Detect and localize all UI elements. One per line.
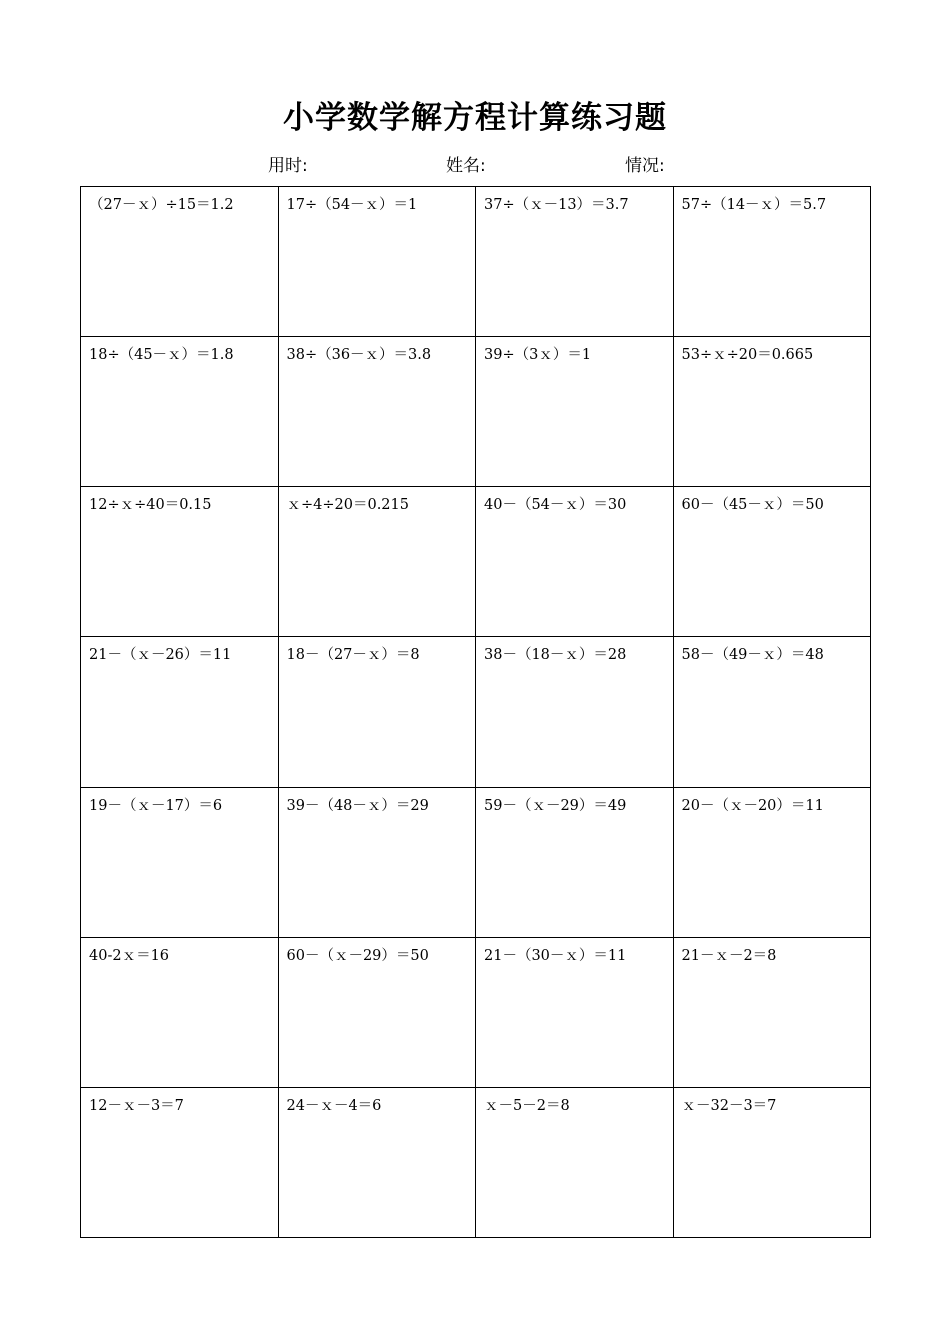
equation-cell: ｘ÷4÷20＝0.215	[278, 487, 476, 637]
equation-cell: 19－（ｘ－17）＝6	[81, 787, 279, 937]
equation-cell: 40-2ｘ＝16	[81, 937, 279, 1087]
equation-cell: 18－（27－ｘ）＝8	[278, 637, 476, 787]
equation-cell: 37÷（ｘ－13）＝3.7	[476, 187, 674, 337]
equation-cell: 38÷（36－ｘ）＝3.8	[278, 337, 476, 487]
time-label: 用时:	[268, 156, 308, 176]
equation-cell: ｘ－5－2＝8	[476, 1087, 674, 1237]
equation-grid	[80, 186, 871, 1238]
equation-cell: ｘ－32－3＝7	[673, 1087, 871, 1237]
name-label: 姓名:	[446, 156, 486, 176]
equation-cell: 40－（54－ｘ）＝30	[476, 487, 674, 637]
equation-cell: 18÷（45－ｘ）＝1.8	[81, 337, 279, 487]
equation-cell: （27－ｘ）÷15＝1.2	[81, 187, 279, 337]
page-title: 小学数学解方程计算练习题	[283, 100, 667, 136]
table-row	[81, 637, 871, 787]
equation-cell: 21－ｘ－2＝8	[673, 937, 871, 1087]
equation-cell: 38－（18－ｘ）＝28	[476, 637, 674, 787]
equation-cell: 53÷ｘ÷20＝0.665	[673, 337, 871, 487]
equation-cell: 39－（48－ｘ）＝29	[278, 787, 476, 937]
equation-cell: 39÷（3ｘ）＝1	[476, 337, 674, 487]
equation-cell: 24－ｘ－4＝6	[278, 1087, 476, 1237]
equation-cell: 58－（49－ｘ）＝48	[673, 637, 871, 787]
table-row	[81, 787, 871, 937]
table-row	[81, 937, 871, 1087]
equation-cell: 57÷（14－ｘ）＝5.7	[673, 187, 871, 337]
table-row	[81, 187, 871, 337]
table-row	[81, 1087, 871, 1237]
equation-cell: 59－（ｘ－29）＝49	[476, 787, 674, 937]
equation-cell: 20－（ｘ－20）＝11	[673, 787, 871, 937]
equation-cell: 17÷（54－ｘ）＝1	[278, 187, 476, 337]
table-row	[81, 337, 871, 487]
status-label: 情况:	[625, 156, 665, 176]
equation-cell: 21－（ｘ－26）＝11	[81, 637, 279, 787]
equation-cell: 12÷ｘ÷40＝0.15	[81, 487, 279, 637]
equation-cell: 12－ｘ－3＝7	[81, 1087, 279, 1237]
equation-cell: 60－（45－ｘ）＝50	[673, 487, 871, 637]
equation-cell: 60－（ｘ－29）＝50	[278, 937, 476, 1087]
equation-cell: 21－（30－ｘ）＝11	[476, 937, 674, 1087]
table-row	[81, 487, 871, 637]
